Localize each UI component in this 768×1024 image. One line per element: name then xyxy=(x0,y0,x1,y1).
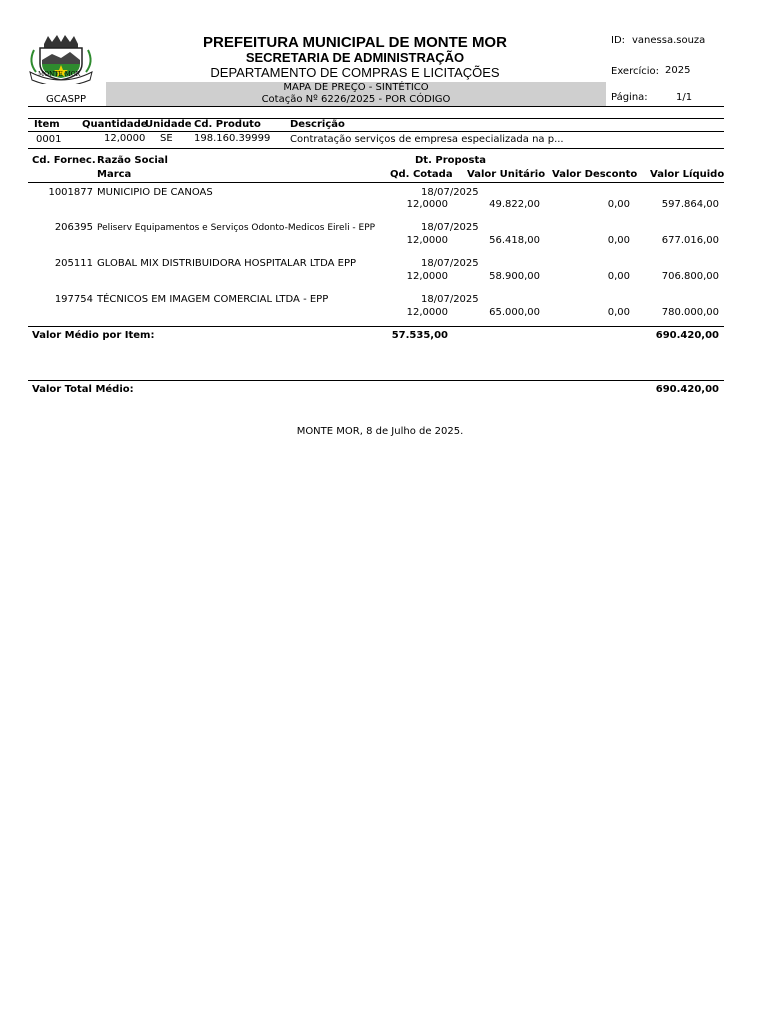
col-quantity: Quantidade xyxy=(82,119,148,130)
item-row-rule xyxy=(28,148,724,149)
supplier-unit-value: 56.418,00 xyxy=(489,235,540,246)
average-top-rule xyxy=(28,326,724,327)
item-number: 0001 xyxy=(36,134,62,145)
supplier-name: Peliserv Equipamentos e Serviços Odonto-Medicos Eireli - EPP xyxy=(97,223,376,233)
report-title: MAPA DE PREÇO - SINTÉTICO xyxy=(283,82,429,93)
department-title: DEPARTAMENTO DE COMPRAS E LICITAÇÕES xyxy=(210,65,500,80)
supplier-code: 197754 xyxy=(54,294,93,305)
average-unit-value: 57.535,00 xyxy=(391,330,448,341)
total-top-rule xyxy=(28,380,724,381)
supplier-unit-value: 65.000,00 xyxy=(489,307,540,318)
supplier-net-value: 706.800,00 xyxy=(661,271,719,282)
supplier-net-value: 780.000,00 xyxy=(661,307,719,318)
supplier-net-value: 677.016,00 xyxy=(661,235,719,246)
id-value: vanessa.souza xyxy=(632,35,706,46)
exercise-value: 2025 xyxy=(665,65,691,76)
average-net-value: 690.420,00 xyxy=(655,330,719,341)
total-value: 690.420,00 xyxy=(655,384,719,395)
quotation-number: Cotação Nº 6226/2025 - POR CÓDIGO xyxy=(261,94,451,105)
supplier-header-rule xyxy=(28,182,724,183)
supplier-code: 206395 xyxy=(54,222,93,233)
col-proposal-date: Dt. Proposta xyxy=(415,155,487,166)
header-rule xyxy=(28,106,724,107)
col-net-value: Valor Líquido xyxy=(650,169,725,180)
supplier-net-value: 597.864,00 xyxy=(661,199,719,210)
supplier-qty: 12,0000 xyxy=(406,307,448,318)
item-description: Contratação serviços de empresa especializada na p... xyxy=(290,134,564,145)
total-label: Valor Total Médio: xyxy=(32,384,134,395)
item-unit: SE xyxy=(160,133,173,144)
page-value: 1/1 xyxy=(676,92,693,103)
supplier-date: 18/07/2025 xyxy=(421,187,479,198)
col-unit: Unidade xyxy=(145,119,192,130)
secretariat-title: SECRETARIA DE ADMINISTRAÇÃO xyxy=(245,50,465,65)
supplier-name: GLOBAL MIX DISTRIBUIDORA HOSPITALAR LTDA EPP xyxy=(97,258,357,269)
supplier-date: 18/07/2025 xyxy=(421,258,479,269)
id-label: ID: xyxy=(611,35,626,46)
exercise-label: Exercício: xyxy=(611,66,660,77)
col-item: Item xyxy=(34,119,60,130)
supplier-discount: 0,00 xyxy=(607,271,630,282)
supplier-name: MUNICIPIO DE CANOAS xyxy=(97,187,213,198)
col-product-code: Cd. Produto xyxy=(194,119,261,130)
item-product-code: 198.160.39999 xyxy=(194,133,271,144)
col-description: Descrição xyxy=(290,119,345,130)
supplier-unit-value: 49.822,00 xyxy=(489,199,540,210)
supplier-qty: 12,0000 xyxy=(406,235,448,246)
item-quantity: 12,0000 xyxy=(104,133,146,144)
average-label: Valor Médio por Item: xyxy=(32,330,155,341)
municipality-title: PREFEITURA MUNICIPAL DE MONTE MOR xyxy=(203,34,507,51)
col-supplier-code: Cd. Fornec. xyxy=(32,155,96,166)
col-quoted-qty: Qd. Cotada xyxy=(390,169,453,180)
col-discount: Valor Desconto xyxy=(552,169,638,180)
supplier-discount: 0,00 xyxy=(607,235,630,246)
supplier-code: 205111 xyxy=(54,258,93,269)
supplier-date: 18/07/2025 xyxy=(421,294,479,305)
supplier-name: TÉCNICOS EM IMAGEM COMERCIAL LTDA - EPP xyxy=(97,294,329,305)
supplier-code: 1001877 xyxy=(48,187,93,198)
logo-ribbon-text: MONTE MOR xyxy=(38,71,81,78)
item-header-bottom-rule xyxy=(28,131,724,132)
supplier-qty: 12,0000 xyxy=(406,199,448,210)
supplier-discount: 0,00 xyxy=(607,199,630,210)
supplier-unit-value: 58.900,00 xyxy=(489,271,540,282)
page-label: Página: xyxy=(611,92,648,103)
col-brand: Marca xyxy=(97,169,132,180)
supplier-discount: 0,00 xyxy=(607,307,630,318)
supplier-date: 18/07/2025 xyxy=(421,222,479,233)
col-unit-value: Valor Unitário xyxy=(467,169,546,180)
col-company-name: Razão Social xyxy=(97,155,168,166)
place-date: MONTE MOR, 8 de Julho de 2025. xyxy=(296,426,464,437)
supplier-qty: 12,0000 xyxy=(406,271,448,282)
system-code: GCASPP xyxy=(46,94,86,105)
